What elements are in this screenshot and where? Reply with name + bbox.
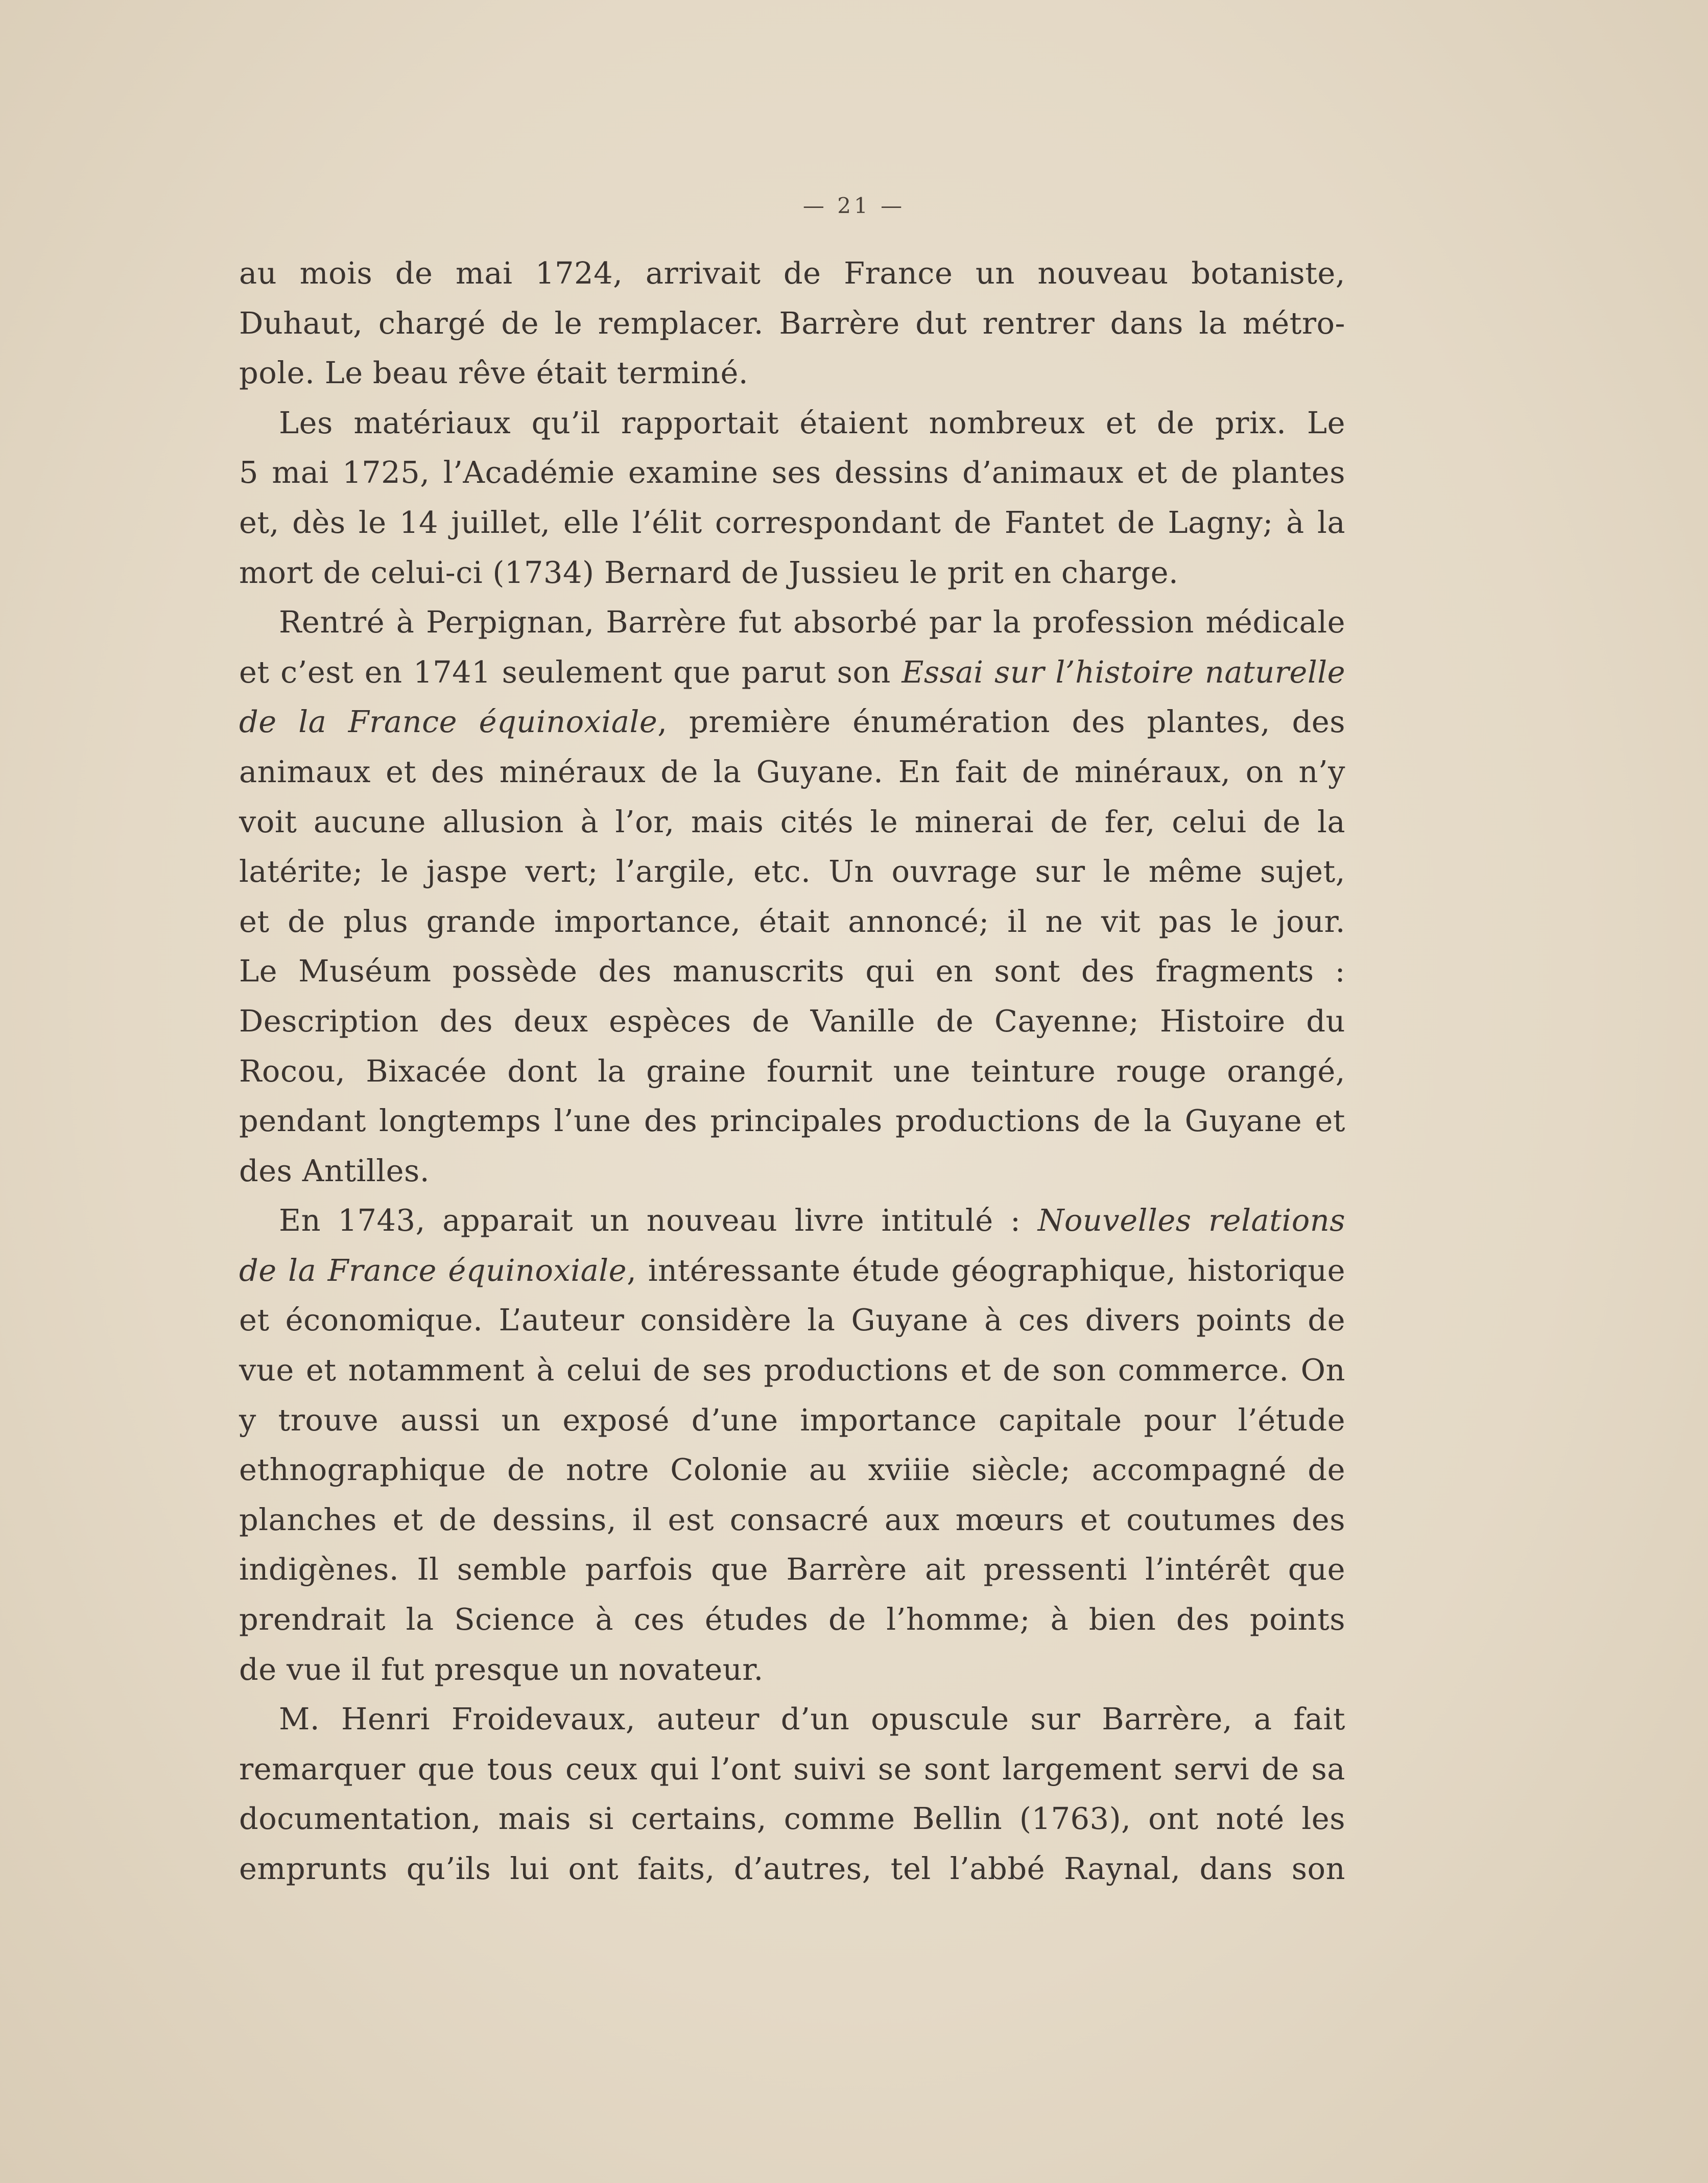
text-line: latérite; le jaspe vert; l’argile, etc. Un ouvrage sur le même sujet, — [239, 854, 1345, 889]
paragraph — [239, 1195, 1345, 1694]
text-line: et économique. L’auteur considère la Guyane à ces divers points de — [239, 1302, 1345, 1338]
text-line: de la France équinoxiale, première énumération des plantes, des — [239, 704, 1345, 740]
page-number: — 21 — — [802, 193, 906, 218]
paragraph — [239, 1694, 1345, 1893]
text-line: pole. Le beau rêve était terminé. — [239, 355, 749, 391]
body-text — [239, 248, 1345, 1894]
text-line: Duhaut, chargé de le remplacer. Barrère dut rentrer dans la métro- — [239, 305, 1345, 341]
paragraph — [239, 248, 1345, 398]
text-line: planches et de dessins, il est consacré aux mœurs et coutumes des — [239, 1501, 1345, 1537]
text-line: ethnographique de notre Colonie au xviiie siècle; accompagné de — [239, 1452, 1345, 1488]
text-line: de la France équinoxiale, intéressante étude géographique, historique — [239, 1252, 1345, 1288]
text-line: animaux et des minéraux de la Guyane. En fait de minéraux, on n’y — [239, 754, 1345, 789]
text-line: Rocou, Bixacée dont la graine fournit une teinture rouge orangé, — [239, 1053, 1345, 1089]
text-line: prendrait la Science à ces études de l’homme; à bien des points — [239, 1602, 1345, 1637]
text-line: au mois de mai 1724, arrivait de France un nouveau botaniste, — [239, 255, 1345, 291]
text-line: Description des deux espèces de Vanille de Cayenne; Histoire du — [239, 1003, 1345, 1039]
text-line: de vue il fut presque un novateur. — [239, 1651, 764, 1687]
text-line: 5 mai 1725, l’Académie examine ses dessins d’animaux et de plantes — [239, 455, 1345, 490]
text-line: Le Muséum possède des manuscrits qui en sont des fragments : — [239, 953, 1345, 989]
text-line: emprunts qu’ils lui ont faits, d’autres, tel l’abbé Raynal, dans son — [239, 1851, 1345, 1886]
text-line: mort de celui-ci (1734) Bernard de Jussieu le prit en charge. — [239, 554, 1179, 590]
text-line: Les matériaux qu’il rapportait étaient nombreux et de prix. Le — [279, 405, 1345, 440]
text-line: documentation, mais si certains, comme Bellin (1763), ont noté les — [239, 1801, 1345, 1837]
text-line: En 1743, apparait un nouveau livre intitulé : Nouvelles relations — [279, 1203, 1345, 1238]
text-line: remarquer que tous ceux qui l’ont suivi se sont largement servi de sa — [239, 1751, 1345, 1787]
paragraph — [239, 398, 1345, 597]
text-line: voit aucune allusion à l’or, mais cités le minerai de fer, celui de la — [239, 804, 1345, 839]
text-line: et de plus grande importance, était annoncé; il ne vit pas le jour. — [239, 903, 1345, 939]
text-line: indigènes. Il semble parfois que Barrère ait pressenti l’intérêt que — [239, 1552, 1345, 1587]
text-line: pendant longtemps l’une des principales productions de la Guyane et — [239, 1103, 1345, 1139]
text-line: vue et notamment à celui de ses productions et de son commerce. On — [239, 1352, 1345, 1388]
text-line: Rentré à Perpignan, Barrère fut absorbé par la profession médicale — [279, 604, 1345, 640]
text-line: des Antilles. — [239, 1153, 430, 1188]
text-line: M. Henri Froidevaux, auteur d’un opuscule sur Barrère, a fait — [279, 1701, 1345, 1737]
text-line: et c’est en 1741 seulement que parut son Essai sur l’histoire naturelle — [239, 654, 1345, 690]
text-line: y trouve aussi un exposé d’une importance capitale pour l’étude — [239, 1402, 1345, 1438]
text-line: et, dès le 14 juillet, elle l’élit correspondant de Fantet de Lagny; à la — [239, 504, 1345, 540]
paragraph — [239, 597, 1345, 1195]
